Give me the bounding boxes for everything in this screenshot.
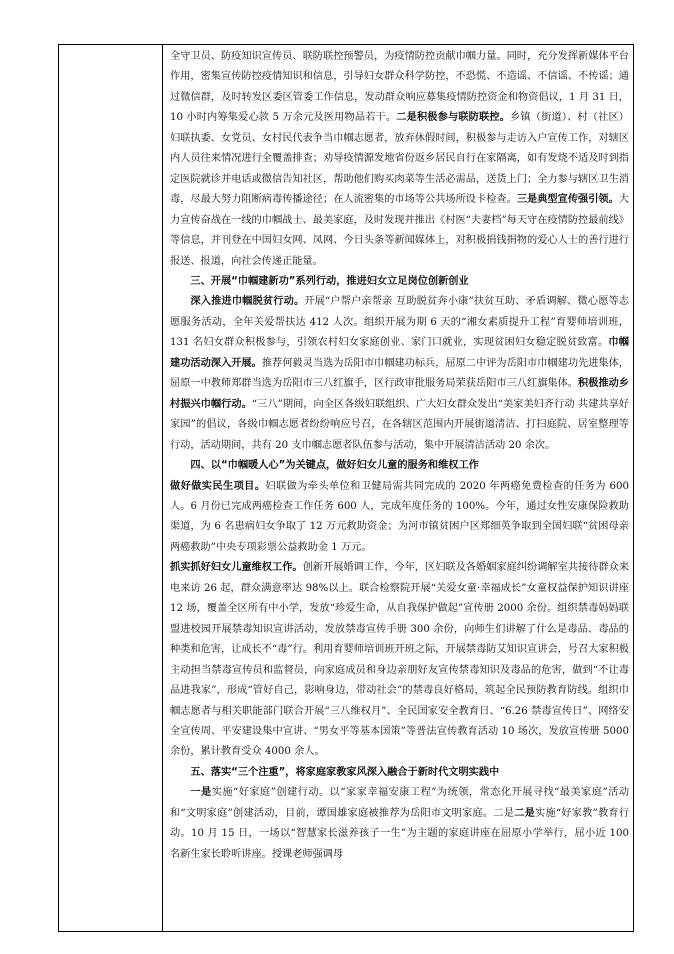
subheading-livelihood: 做好做实民生项目。	[170, 480, 266, 492]
section-heading-3: 三、开展“巾帼建新功”系列行动，推进妇女立足岗位创新创业	[190, 275, 469, 287]
paragraph-text: 实施“好家庭”创建行动。以“家家幸福安康工程”为统领，常态化开展寻找“最美家庭”活动和“文明家庭”创建活动，目前，谭国雄家庭被推荐为岳阳市文明家庭。二是	[170, 787, 629, 819]
subheading-rural: 积极推动乡村振兴巾帼行动。	[170, 378, 629, 410]
subheading-first: 一是	[190, 787, 212, 799]
paragraph-text: 开展“户帮户亲帮亲 互助脱贫奔小康”扶贫互助、矛盾调解、微心愿等志愿服务活动，全年关爱帮扶达 412 人次。组织开展为期 6 天的“湘女素质提升工程”育婴师培训班，131 名妇女群众积极参与，引领农村妇女家庭创业、家门口就业，实现贫困妇女稳定脱贫致富。	[170, 296, 629, 349]
paragraph-text: 大力宣传奋战在一线的巾帼战士、最美家庭，及时发现并推出《村医“夫妻档”每天守在疫情防控最前线》等信息，并刊登在中国妇女网、凤网、今日头条等新闻媒体上，对积极捐钱捐物的爱心人士的善行进行报送、报道，向社会传递正能量。	[170, 194, 629, 267]
paragraph-text: 妇联做为牵头单位和卫健局需共同完成的 2020 年两癌免费检查的任务为 600 人。6 月份已完成两癌检查工作任务 600 人，完成年度任务的 100%。今年，通过女性安康保险救助渠道，为 6 名患病妇女争取了 12 万元救助资金；为河市镇贫困户区郑细英争取到全国妇联“贫困母亲两癌救助”中央专项彩票公益救助金 1 万元。	[170, 480, 629, 553]
paragraph-family	[170, 783, 629, 865]
paragraph-epidemic	[170, 47, 629, 272]
section-heading-5: 五、落实“三个注重”，将家庭家教家风深入融合于新时代文明实践中	[190, 766, 500, 778]
subheading-poverty: 深入推进巾帼脱贫行动。	[190, 296, 305, 308]
paragraph-rights	[170, 558, 629, 763]
paragraph-text: “三八”期间，向全区各级妇联组织、广大妇女群众发出“美家美妇齐行动 共建共享好家园”的倡议，各级巾帼志愿者纷纷响应号召，在各辖区范围内开展街道清洁、打扫庭院、居室整理等行动，活动期间，共有 20 支巾帼志愿者队伍参与活动，集中开展清洁活动 20 余次。	[170, 398, 629, 451]
subheading-rights: 抓实抓好妇女儿童维权工作。	[170, 562, 303, 574]
subheading-joint-control: 二是积极参与联防联控。	[396, 112, 511, 124]
paragraph-poverty	[170, 292, 629, 456]
paragraph-livelihood	[170, 477, 629, 559]
left-label-column	[59, 45, 163, 931]
paragraph-text: 乡镇（街道）、村（社区）妇联执委、女党员、女村民代表争当巾帼志愿者，放弃休假时间，积极参与走访入户宣传工作，对辖区内人员往来情况进行全覆盖排查；劝导疫情源发地省份返乡居民自行在家隔离，如有发烧不适及时到指定医院就诊并电话或微信告知社区，帮助他们购买肉菜等生活必需品，送货上门；全力参与辖区卫生消毒，尽最大努力阻断病毒传播途径；在人流密集的市场等公共场所设卡检查。	[170, 112, 629, 206]
subheading-second: 二是	[514, 807, 536, 819]
subheading-merit: 巾帼建功活动深入开展。	[170, 337, 629, 369]
content-cell	[170, 47, 629, 927]
paragraph-text: 实施“好家教”教育行动。10 月 15 日，一场以“智慧家长滋养孩子一生”为主题的家庭讲座在屈原小学举行，屈小近 100 名新生家长聆听讲座。授课老师强调母	[170, 807, 629, 860]
paragraph-text: 全守卫员、防疫知识宣传员、联防联控预警员，为疫情防控贡献巾帼力量。同时，充分发挥新媒体平台作用，密集宣传防控疫情知识和信息，引导妇女群众科学防控，不恐慌、不造谣、不信谣、不传谣；通过微信群，及时转发区委区管委工作信息，发动群众响应募集疫情防控资金和物资倡议，1 月 31 日，10 小时内筹集爱心款 5 万余元及医用物品若干。	[170, 51, 629, 124]
section-heading-4: 四、以“巾帼暖人心”为关键点，做好妇女儿童的服务和维权工作	[190, 460, 479, 472]
paragraph-text: 创新开展婚调工作，今年，区妇联及各婚姻家庭纠纷调解室共接待群众来电来访 26 起，群众满意率达 98%以上。联合检察院开展“关爱女童·幸福成长”女童权益保护知识讲座 12 场，覆盖全区所有中小学，发放“珍爱生命，从自我保护做起”宣传册 2000 余份。组织禁毒妈妈联盟进校园开展禁毒知识宣讲活动，发放禁毒宣传手册 300 余份，向师生们讲解了什么是毒品、毒品的种类和危害，让成长不“毒”行。利用育婴师培训班开班之际，开展禁毒防艾知识宣讲会，号召大家积极主动担当禁毒宣传员和监督员，向家庭成员和身边亲朋好友宣传禁毒知识及毒品的危害，做到“不让毒品进我家”，形成“管好自己，影响身边，带动社会”的禁毒良好格局，筑起全民预防教育防线。组织巾帼志愿者与相关职能部门联合开展“三八维权月”、全民国家安全教育日、“6.26 禁毒宣传日”、网络安全宣传周、平安建设集中宣讲、“男女平等基本国策”等普法宣传教育活动 10 场次，发放宣传册 5000 余份，累计教育受众 4000 余人。	[170, 562, 629, 758]
document-table	[58, 44, 634, 932]
subheading-publicity: 三是典型宣传强引领。	[516, 194, 619, 206]
paragraph-text: 推荐何毅灵当选为岳阳市巾帼建功标兵，屈原二中评为岳阳市巾帼建功先进集体，屈原一中教师郑群当选为岳阳市三八红旗手，区行政审批服务局荣获岳阳市三八红旗集体。	[170, 357, 629, 390]
